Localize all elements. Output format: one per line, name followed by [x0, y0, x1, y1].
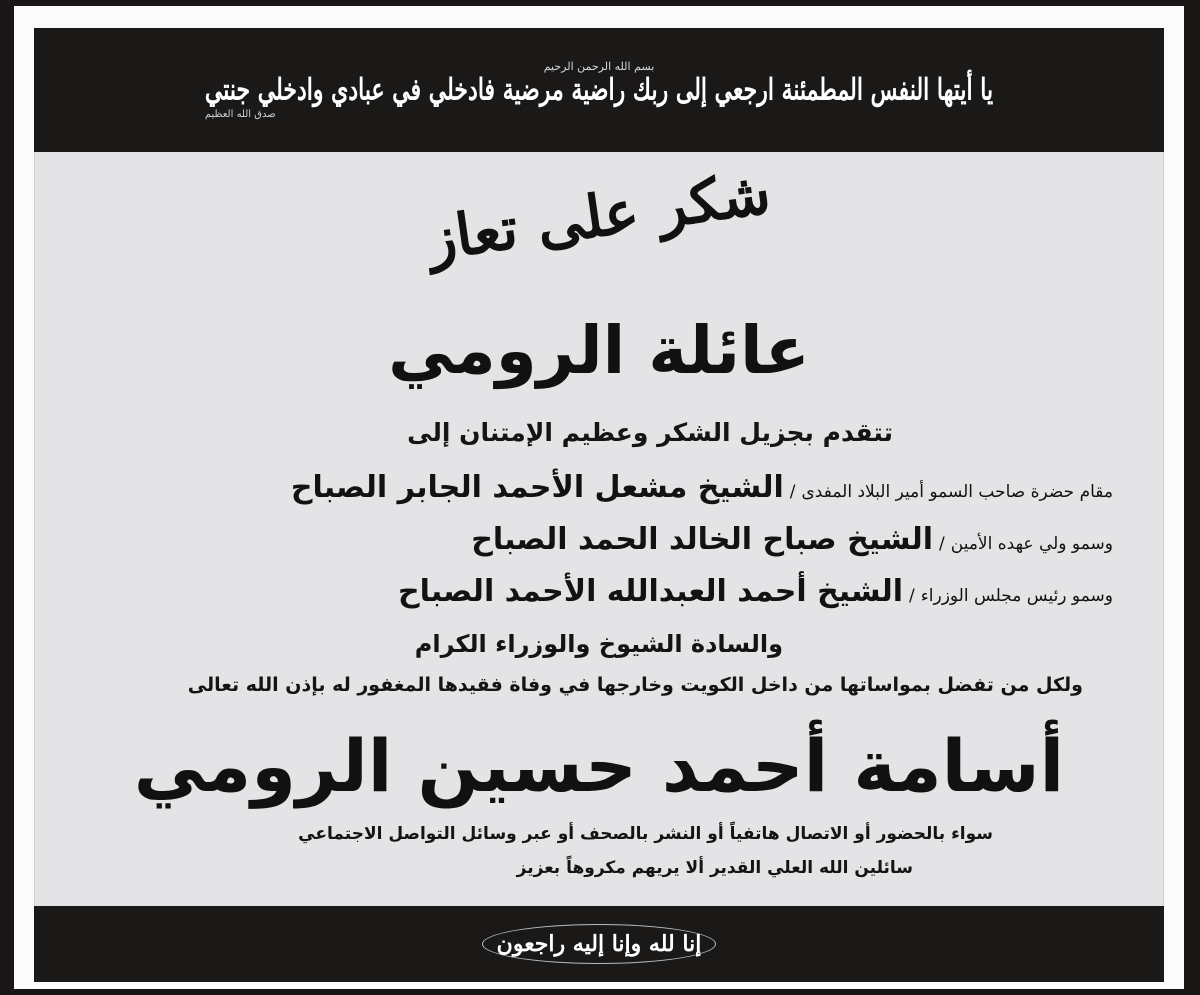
basmala-text: بسم الله الرحمن الرحيم [543, 60, 655, 73]
dignitary-role: وسمو رئيس مجلس الوزراء [920, 586, 1113, 606]
thanks-title: شكر على تعاز [423, 158, 775, 274]
intro-line: تتقدم بجزيل الشكر وعظيم الإمتنان إلى [407, 418, 893, 447]
separator: / [909, 586, 915, 606]
quran-verse-text: يا أيتها النفس المطمئنة ارجعي إلى ربك راضية مرضية فادخلي في عبادي وادخلي جنتي [204, 72, 994, 108]
footer-calligraphy: إنا لله وإنا إليه راجعون [482, 924, 717, 964]
dignitary-row [105, 574, 1113, 609]
ad-frame [14, 6, 1184, 989]
dignitary-row [105, 522, 1113, 557]
dignitary-name: الشيخ مشعل الأحمد الجابر الصباح [290, 470, 784, 505]
footer-band [34, 906, 1164, 982]
dignitary-row [105, 470, 1113, 505]
closing-line-1: سواء بالحضور أو الاتصال هاتفياً أو النشر بالصحف أو عبر وسائل التواصل الاجتماعي [298, 824, 993, 844]
dignitary-name: الشيخ صباح الخالد الحمد الصباح [471, 522, 934, 557]
header-calligraphy [205, 60, 993, 120]
sadaq-text: صدق الله العظيم [204, 109, 276, 120]
separator: / [939, 534, 945, 554]
closing-line-2: سائلين الله العلي القدير ألا يريهم مكروهاً بعزيز [516, 858, 913, 878]
family-name: عائلة الرومي [388, 312, 810, 389]
separator: / [789, 482, 796, 502]
condolence-line: ولكل من تفضل بمواساتها من داخل الكويت وخارجها في وفاة فقيدها المغفور له بإذن الله تعالى [187, 674, 1083, 696]
deceased-name: أسامة أحمد حسين الرومي [133, 724, 1065, 808]
content-panel [34, 152, 1164, 906]
dignitary-role: وسمو ولي عهده الأمين [950, 534, 1113, 554]
dignitary-role: مقام حضرة صاحب السمو أمير البلاد المفدى [801, 482, 1113, 502]
dignitary-name: الشيخ أحمد العبدالله الأحمد الصباح [397, 574, 904, 609]
sheikhs-line: والسادة الشيوخ والوزراء الكرام [414, 630, 783, 658]
